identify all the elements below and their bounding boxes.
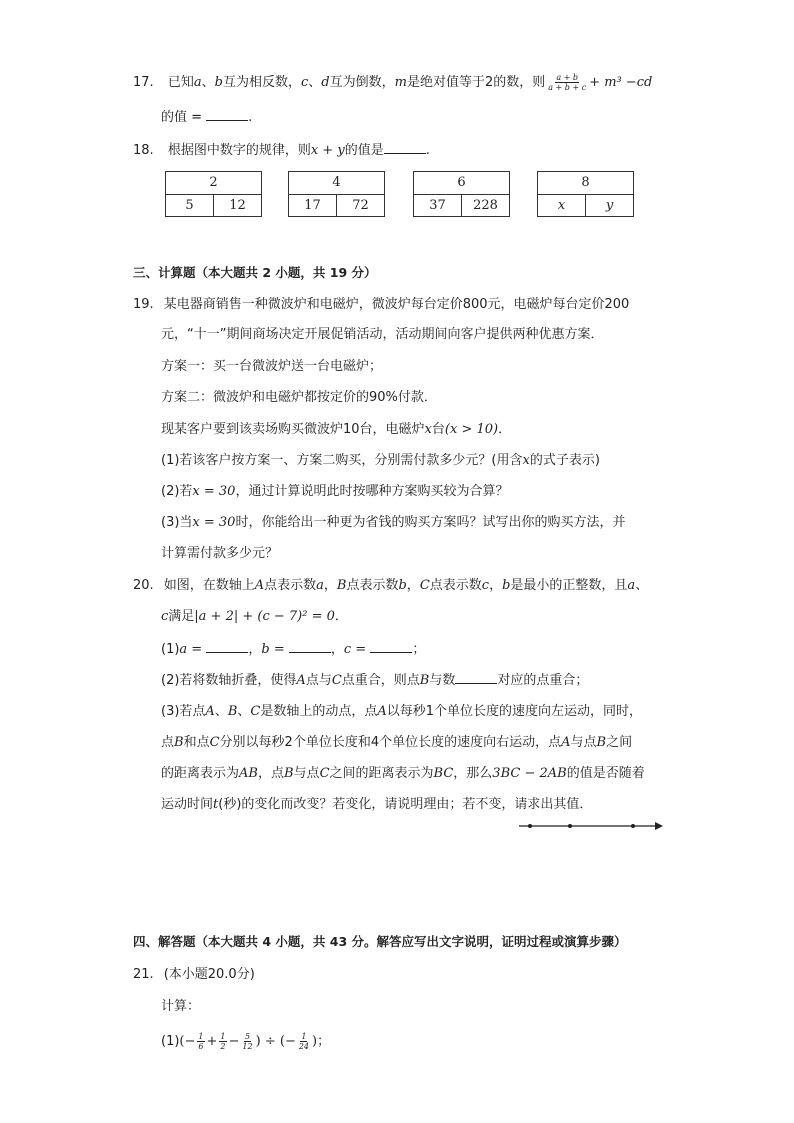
number-line-point-a bbox=[528, 824, 532, 828]
q20-blank-fold bbox=[455, 671, 497, 684]
q17-fraction: $\frac{a + b}{a + b + c}$ bbox=[548, 73, 587, 92]
q20-line3: (1)a = ，b = ，c = ； bbox=[161, 642, 426, 657]
q19-line6: (1)若该客户按方案一、方案二购买，分别需付款多少元？(用含x的式子表示) bbox=[161, 453, 600, 468]
q19-line3: 方案一：买一台微波炉送一台电磁炉； bbox=[161, 359, 383, 374]
number-box-4: 8 x y bbox=[537, 171, 634, 217]
q19-line9: 计算需付款多少元？ bbox=[161, 546, 279, 561]
number-box-3: 6 37 228 bbox=[413, 171, 510, 217]
section-3-title: 三、计算题（本大题共 2 小题，共 19 分） bbox=[133, 265, 377, 280]
number-line-figure bbox=[515, 818, 665, 834]
number-box-2: 4 17 72 bbox=[288, 171, 385, 217]
question-19-line1: 19. 某电器商销售一种微波炉和电磁炉，微波炉每台定价800元，电磁炉每台定价200 bbox=[133, 297, 630, 312]
q20-line6: 点B和点C分别以每秒2个单位长度和4个单位长度的速度向右运动，点A与点B之间 bbox=[161, 735, 633, 750]
section-4-title: 四、解答题（本大题共 4 小题，共 43 分。解答应写出文字说明，证明过程或演算步骤） bbox=[133, 934, 627, 949]
number-line-point-b bbox=[568, 824, 572, 828]
q17-answer-blank bbox=[206, 108, 248, 121]
q20-line7: 的距离表示为AB，点B与点C之间的距离表示为BC，那么3BC − 2AB的值是否随着 bbox=[161, 766, 645, 781]
q19-line4: 方案二：微波炉和电磁炉都按定价的90%付款． bbox=[161, 390, 437, 405]
question-18: 18. 根据图中数字的规律，则x + y的值是 . bbox=[133, 143, 430, 158]
question-20-line1: 20. 如图，在数轴上A点表示数a，B点表示数b，C点表示数c，b是最小的正整数，且a、 bbox=[133, 578, 649, 593]
q19-line5: 现某客户要到该卖场购买微波炉10台，电磁炉x台(x > 10)． bbox=[161, 422, 512, 437]
q21-calc-label: 计算： bbox=[161, 999, 201, 1014]
q17-number: 17. bbox=[133, 75, 154, 90]
q20-blank-b bbox=[289, 640, 331, 653]
number-line-arrow bbox=[655, 822, 663, 830]
number-line-point-c bbox=[631, 824, 635, 828]
q20-line5: (3)若点A、B、C是数轴上的动点，点A以每秒1个单位长度的速度向左运动，同时， bbox=[161, 704, 643, 719]
question-21: 21. (本小题20.0分) bbox=[133, 967, 255, 982]
q19-line7: (2)若x = 30，通过计算说明此时按哪种方案购买较为合算？ bbox=[161, 484, 509, 499]
question-17-line2: 的值 = . bbox=[161, 110, 253, 125]
number-box-1: 2 5 12 bbox=[165, 171, 262, 217]
q20-line4: (2)若将数轴折叠，使得A点与C点重合，则点B与数 对应的点重合； bbox=[161, 673, 589, 688]
q20-blank-a bbox=[206, 640, 248, 653]
q20-line8: 运动时间t(秒)的变化而改变？若变化，请说明理由；若不变，请求出其值． bbox=[161, 797, 593, 812]
q21-part1: (1)(− $\frac{1}{6}$ + $\frac{1}{2}$ − $\frac{5}{12}$ ) ÷ (− $\frac{1}{24}$ )； bbox=[161, 1032, 331, 1051]
q19-line8: (3)当x = 30时，你能给出一种更为省钱的购买方案吗？试写出你的购买方法，并 bbox=[161, 515, 626, 530]
q18-answer-blank bbox=[384, 141, 426, 154]
q20-blank-c bbox=[370, 640, 412, 653]
question-17-line1: 17. 已知a、b互为相反数，c、d互为倒数，m是绝对值等于2的数，则 $\frac{a + b}{a + b + c}$ + m³ −cd bbox=[133, 73, 653, 92]
q19-line2: 元，“十一”期间商场决定开展促销活动，活动期间向客户提供两种优惠方案． bbox=[161, 327, 604, 342]
q20-line2: c满足|a + 2| + (c − 7)² = 0． bbox=[161, 609, 348, 624]
